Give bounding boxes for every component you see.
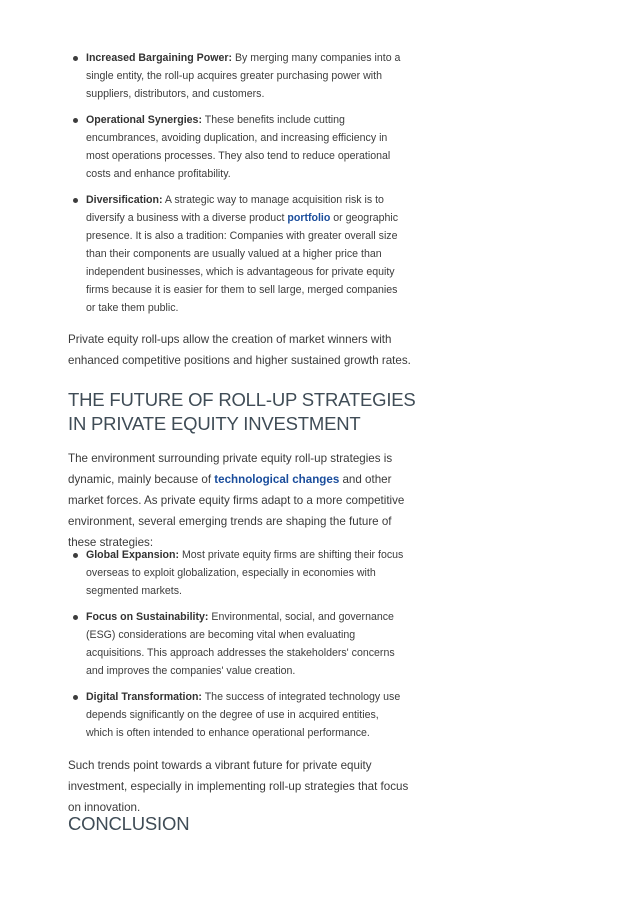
benefits-list — [68, 49, 408, 325]
section-heading-conclusion: CONCLUSION — [68, 813, 190, 834]
list-item-text: or geographic presence. It is also a tradition: Companies with greater overall size than their components are usually valued at a higher price than independent businesses, which is advantageous for private equity firms because it is easier for them to sell large, merged companies or take them public. — [86, 212, 399, 314]
list-item-term: Global Expansion: — [86, 549, 180, 561]
technological-changes-link[interactable]: technological changes — [214, 473, 340, 486]
list-item — [68, 546, 408, 600]
paragraph-text: The environment surrounding private equity roll-up strategies is dynamic, mainly because of — [68, 452, 393, 486]
portfolio-link[interactable]: portfolio — [287, 212, 331, 224]
list-item-term: Increased Bargaining Power: — [86, 52, 233, 64]
list-item-text: Most private equity firms are shifting their focus overseas to exploit globalization, especially in economies with segmented markets. — [86, 549, 404, 597]
list-item-text: The success of integrated technology use depends significantly on the degree of use in acquired entities, which is often intended to enhance operational performance. — [86, 691, 401, 739]
summary-paragraph: Private equity roll-ups allow the creation of market winners with enhanced competitive positions and higher sustained growth rates. — [68, 333, 411, 367]
list-item-text: A strategic way to manage acquisition risk is to diversify a business with a diverse product — [86, 194, 384, 224]
section-heading-future: THE FUTURE OF ROLL-UP STRATEGIES IN PRIVATE EQUITY INVESTMENT — [68, 389, 416, 434]
list-item — [68, 49, 408, 103]
list-item — [68, 688, 408, 742]
list-item — [68, 111, 408, 183]
intro-paragraph — [68, 448, 413, 553]
list-item-text: These benefits include cutting encumbrances, avoiding duplication, and increasing efficiency in most operations processes. They also tend to reduce operational costs and enhance profitability. — [86, 114, 391, 180]
paragraph-text: and other market forces. As private equity firms adapt to a more competitive environment, several emerging trends are shaping the future of these strategies: — [68, 473, 405, 549]
list-item-text: Environmental, social, and governance (ESG) considerations are becoming vital when evaluating acquisitions. This approach addresses the stakeholders' concerns and improves the companies' value creation. — [86, 611, 395, 677]
trends-list — [68, 546, 408, 750]
list-item-term: Diversification: — [86, 194, 163, 206]
closing-paragraph: Such trends point towards a vibrant future for private equity investment, especially in implementing roll-up strategies that focus on innovation. — [68, 759, 409, 814]
list-item — [68, 608, 408, 680]
list-item-text: By merging many companies into a single entity, the roll-up acquires greater purchasing power with suppliers, distributors, and customers. — [86, 52, 401, 100]
list-item-term: Operational Synergies: — [86, 114, 202, 126]
list-item-term: Digital Transformation: — [86, 691, 202, 703]
list-item-term: Focus on Sustainability: — [86, 611, 209, 623]
list-item — [68, 191, 408, 317]
